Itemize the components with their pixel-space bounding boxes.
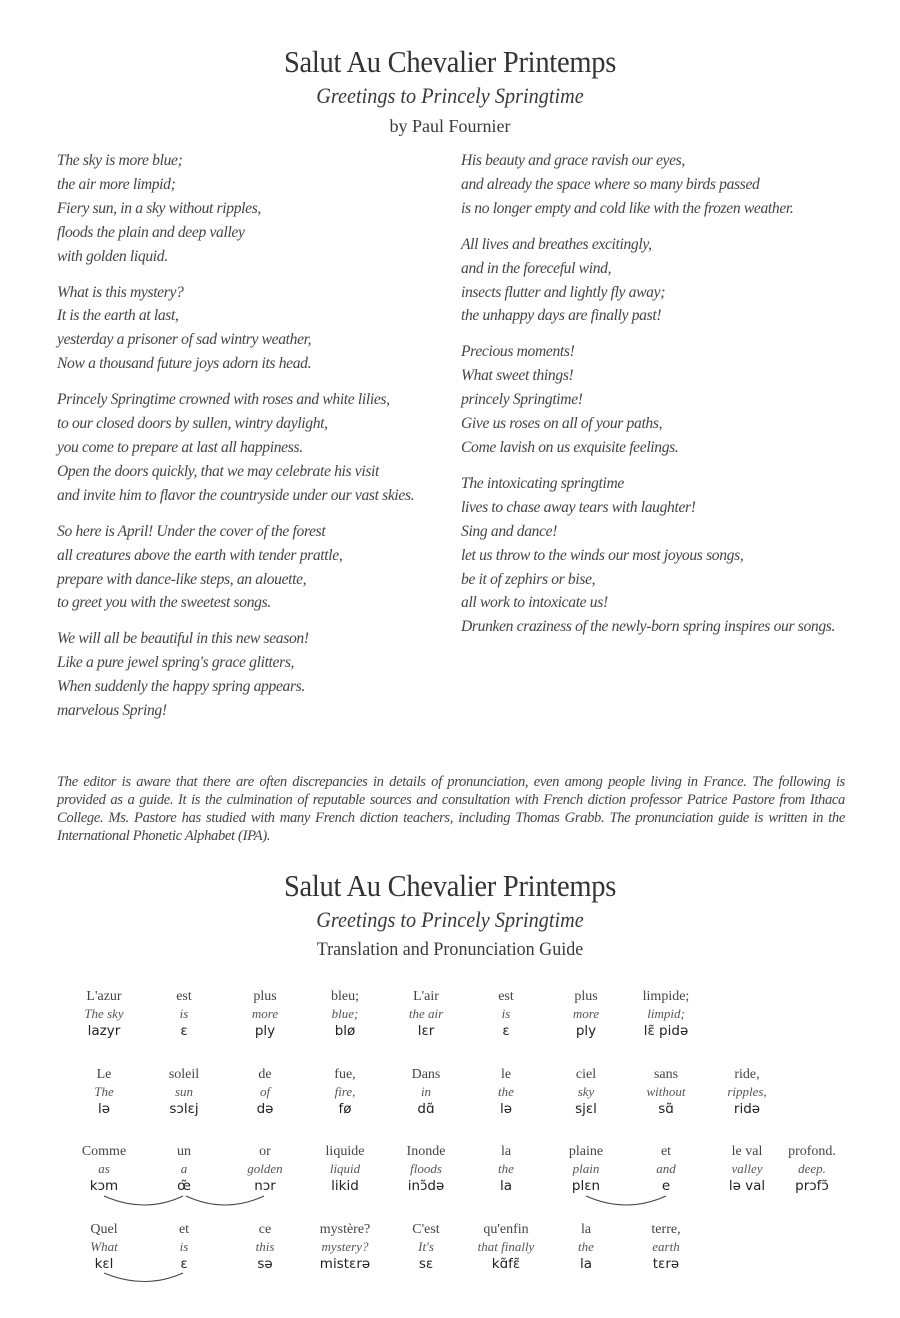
poem-line: all work to intoxicate us! [461, 594, 608, 612]
poem-line: It is the earth at last, [57, 307, 179, 325]
english-translation: golden [247, 1161, 283, 1176]
poem-line: Like a pure jewel spring's grace glitters, [57, 654, 295, 672]
ipa-pronunciation: lɛ̃ pidə [643, 1023, 689, 1039]
french-word: ride, [734, 1067, 760, 1082]
french-word: ciel [575, 1067, 597, 1082]
poem-line: and in the foreceful wind, [461, 259, 612, 277]
poem-line: to our closed doors by sullen, wintry daylight, [57, 415, 328, 433]
guide-subtitle: Greetings to Princely Springtime [316, 907, 584, 932]
english-translation: and [656, 1161, 676, 1176]
ipa-pronunciation: lazyr [87, 1023, 121, 1039]
english-translation: more [251, 1006, 279, 1021]
english-translation: liquid [329, 1161, 361, 1176]
ipa-pronunciation: kɛl [94, 1256, 114, 1272]
french-word: la [580, 1222, 592, 1237]
english-translation: deep. [798, 1161, 826, 1176]
english-translation: a [180, 1161, 188, 1176]
poem-line: We will all be beautiful in this new season! [57, 630, 309, 648]
ipa-pronunciation: sɔlɛj [169, 1101, 199, 1117]
ipa-pronunciation: la [499, 1178, 513, 1194]
french-word: plaine [568, 1144, 604, 1159]
poem-byline: by Paul Fournier [389, 116, 511, 136]
english-translation: blue; [331, 1006, 359, 1021]
poem-line: marvelous Spring! [57, 702, 167, 720]
ipa-pronunciation: tɛrə [652, 1256, 680, 1272]
french-word: profond. [788, 1144, 836, 1159]
poem-line: Come lavish on us exquisite feelings. [461, 438, 679, 456]
french-word: L'air [413, 989, 439, 1004]
english-translation: is [501, 1006, 511, 1021]
french-word: le val [731, 1144, 763, 1159]
ipa-pronunciation: dɑ̃ [417, 1101, 435, 1117]
liaison-arc [186, 1196, 264, 1205]
english-translation: What [90, 1239, 118, 1254]
guide-heading: Translation and Pronunciation Guide [316, 939, 584, 960]
french-word: liquide [325, 1144, 365, 1159]
french-word: la [500, 1144, 512, 1159]
english-translation: limpid; [647, 1006, 685, 1021]
ipa-pronunciation: kɔm [89, 1178, 119, 1194]
ipa-pronunciation: sjɛl [575, 1101, 597, 1117]
english-translation: mystery? [321, 1239, 369, 1254]
poem-line: Now a thousand future joys adorn its head. [57, 355, 312, 373]
english-translation: that finally [477, 1239, 535, 1254]
ipa-pronunciation: kɑ̃fɛ̃ [491, 1256, 521, 1272]
poem-line: and already the space where so many birds passed [461, 175, 760, 193]
english-translation: as [98, 1161, 110, 1176]
english-translation: earth [652, 1239, 680, 1254]
poem-line: His beauty and grace ravish our eyes, [461, 152, 685, 169]
french-word: soleil [168, 1067, 200, 1082]
french-word: Quel [90, 1222, 118, 1237]
french-word: un [177, 1144, 191, 1159]
editor-note: The editor is aware that there are often discrepancies in details of pronunciation, even among people living in France. The following is provided as a guide. It is the culmination of reputable sources and consultation with French diction professor Patrice Pastore from Ithaca College. Ms. Pastore has studied with many French diction teachers, including Thomas Grabb. The pronunciation guide is written in the International Phonetic Alphabet (IPA). [57, 774, 845, 844]
poem-line: All lives and breathes excitingly, [461, 235, 652, 253]
poem-line: Give us roses on all of your paths, [461, 415, 663, 433]
poem-line: insects flutter and lightly fly away; [461, 283, 666, 301]
english-translation: fire, [334, 1084, 356, 1099]
ipa-pronunciation: ply [254, 1023, 276, 1039]
english-translation: valley [731, 1161, 763, 1176]
english-translation: The sky [84, 1006, 124, 1021]
liaison-arc [586, 1196, 666, 1205]
english-translation: is [179, 1239, 189, 1254]
ipa-pronunciation: lə [499, 1101, 513, 1117]
poem-line: yesterday a prisoner of sad wintry weather, [57, 331, 312, 349]
french-word: et [660, 1144, 672, 1159]
english-translation: sky [577, 1084, 595, 1099]
ipa-pronunciation: nɔr [254, 1178, 276, 1194]
english-translation: this [255, 1239, 275, 1254]
french-word: ce [258, 1222, 272, 1237]
french-word: L'azur [86, 989, 122, 1004]
english-translation: plain [572, 1161, 600, 1176]
poem-line: Princely Springtime crowned with roses and white lilies, [57, 391, 390, 409]
ipa-pronunciation: lə [97, 1101, 111, 1117]
french-word: plus [253, 989, 277, 1004]
poem-subtitle: Greetings to Princely Springtime [316, 83, 584, 108]
french-word: plus [574, 989, 598, 1004]
ipa-pronunciation: inɔ̃də [407, 1178, 445, 1194]
english-translation: of [259, 1084, 271, 1099]
poem-line: Precious moments! [461, 343, 575, 361]
ipa-pronunciation: lə val [728, 1178, 766, 1194]
ipa-pronunciation: mistɛrə [319, 1256, 371, 1272]
poem-line: to greet you with the sweetest songs. [57, 594, 271, 612]
poem-line: Open the doors quickly, that we may celebrate his visit [57, 462, 380, 480]
poem-line: all creatures above the earth with tender prattle, [57, 546, 343, 564]
ipa-pronunciation: ɛ [180, 1023, 188, 1039]
english-translation: the [578, 1239, 594, 1254]
poem-line: is no longer empty and cold like with the frozen weather. [461, 199, 794, 217]
french-word: Le [96, 1067, 112, 1082]
poem-line: the air more limpid; [57, 175, 176, 193]
ipa-pronunciation: blø [334, 1023, 356, 1039]
poem-line: the unhappy days are finally past! [461, 307, 662, 325]
english-translation: more [572, 1006, 600, 1021]
french-word: Dans [411, 1067, 441, 1082]
ipa-pronunciation: lɛr [417, 1023, 435, 1039]
liaison-arc [104, 1273, 183, 1282]
english-translation: floods [410, 1161, 442, 1176]
french-word: mystère? [319, 1222, 371, 1237]
english-translation: without [646, 1084, 686, 1099]
french-word: est [498, 989, 514, 1004]
english-translation: the [498, 1161, 514, 1176]
guide-title: Salut Au Chevalier Printemps [283, 868, 617, 903]
poem-line: with golden liquid. [57, 247, 168, 265]
poem-line: floods the plain and deep valley [57, 223, 245, 241]
ipa-pronunciation: sɛ [418, 1256, 434, 1272]
poem-line: princely Springtime! [461, 391, 583, 409]
poem-line: be it of zephirs or bise, [461, 570, 596, 588]
ipa-pronunciation: likid [331, 1178, 359, 1194]
poem-line: Drunken craziness of the newly-born spring inspires our songs. [461, 618, 836, 636]
french-word: qu'enfin [483, 1222, 529, 1237]
ipa-pronunciation: la [579, 1256, 593, 1272]
french-word: Comme [81, 1144, 127, 1159]
poem-line: Sing and dance! [461, 522, 558, 540]
ipa-pronunciation: sɑ̃ [658, 1101, 674, 1117]
poem-line: When suddenly the happy spring appears. [57, 678, 305, 696]
english-translation: sun [174, 1084, 194, 1099]
french-word: Inonde [406, 1144, 446, 1159]
poem-line: prepare with dance-like steps, an alouette, [57, 570, 307, 588]
english-translation: in [420, 1084, 432, 1099]
poem-line: The sky is more blue; [57, 152, 183, 169]
poem-line: let us throw to the winds our most joyous songs, [461, 546, 744, 564]
english-translation: It's [418, 1239, 434, 1254]
french-word: terre, [651, 1222, 681, 1237]
poem-line: and invite him to flavor the countryside under our vast skies. [57, 486, 415, 504]
poem-title: Salut Au Chevalier Printemps [283, 44, 617, 79]
french-word: est [176, 989, 192, 1004]
poem-line: What sweet things! [461, 367, 574, 385]
english-translation: The [94, 1084, 114, 1099]
french-word: le [500, 1067, 512, 1082]
ipa-pronunciation: ridə [733, 1101, 761, 1117]
poem-line: The intoxicating springtime [461, 474, 624, 492]
poem-line: lives to chase away tears with laughter! [461, 498, 696, 516]
french-word: et [178, 1222, 190, 1237]
poem-line: What is this mystery? [57, 283, 184, 301]
english-translation: the [498, 1084, 514, 1099]
liaison-arc [104, 1196, 183, 1205]
ipa-pronunciation: sə [257, 1256, 273, 1272]
french-word: de [258, 1067, 272, 1082]
poem-line: Fiery sun, in a sky without ripples, [57, 199, 261, 217]
ipa-pronunciation: ɛ [180, 1256, 188, 1272]
french-word: fue, [334, 1067, 356, 1082]
ipa-pronunciation: prɔfɔ̃ [795, 1178, 829, 1194]
ipa-pronunciation: plɛn [571, 1178, 601, 1194]
french-word: bleu; [331, 989, 359, 1004]
english-translation: ripples, [727, 1084, 767, 1099]
poem-line: So here is April! Under the cover of the forest [57, 522, 326, 540]
ipa-pronunciation: fø [338, 1101, 352, 1117]
ipa-pronunciation: ɛ [502, 1023, 510, 1039]
english-translation: is [179, 1006, 189, 1021]
ipa-pronunciation: e [661, 1178, 671, 1194]
ipa-pronunciation: œ̃ [177, 1178, 191, 1194]
french-word: sans [653, 1067, 679, 1082]
poem-line: you come to prepare at last all happiness. [57, 438, 303, 456]
french-word: or [259, 1144, 271, 1159]
ipa-pronunciation: ply [575, 1023, 597, 1039]
french-word: C'est [412, 1222, 440, 1237]
french-word: limpide; [642, 989, 690, 1004]
english-translation: the air [408, 1006, 444, 1021]
ipa-pronunciation: də [256, 1101, 274, 1117]
